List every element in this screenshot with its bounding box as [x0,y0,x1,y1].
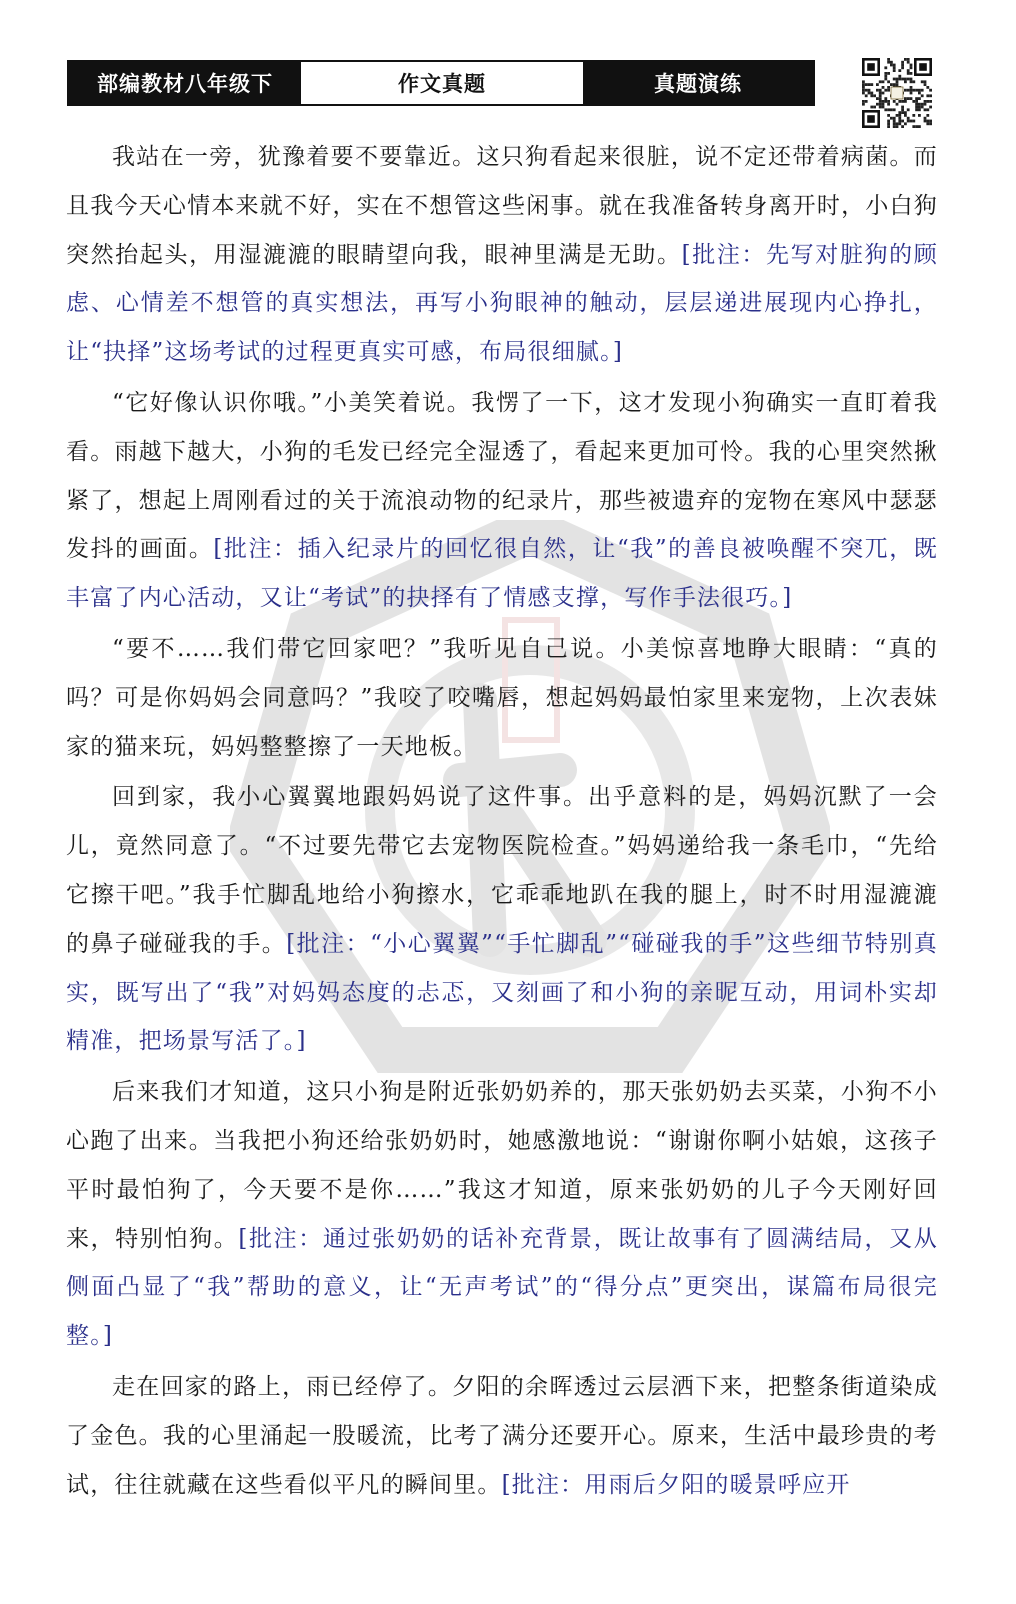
paragraph-text: “它好像认识你哦。”小美笑着说。我愣了一下，这才发现小狗确实一直盯着我看。雨越下越大，小狗的毛发已经完全湿透了，看起来更加可怜。我的心里突然揪紧了，想起上周刚看过的关于流浪动物的纪录片，那些被遗弃的宠物在寒风中瑟瑟发抖的画面。 [66,389,938,563]
essay-paragraph [66,133,938,377]
paragraph-text: “要不……我们带它回家吧？”我听见自己说。小美惊喜地睁大眼睛：“真的吗？可是你妈妈会同意吗？”我咬了咬嘴唇，想起妈妈最怕家里来宠物，上次表妹家的猫来玩，妈妈整整擦了一天地板。 [66,635,938,760]
annotation-note: [批注：用雨后夕阳的暖景呼应开 [501,1471,851,1498]
essay-paragraph [66,625,938,771]
paragraph-text: 后来我们才知道，这只小狗是附近张奶奶养的，那天张奶奶去买菜，小狗不小心跑了出来。当我把小狗还给张奶奶时，她感激地说：“谢谢你啊小姑娘，这孩子平时最怕狗了，今天要不是你……”我这才知道，原来张奶奶的儿子今天刚好回来，特别怕狗。 [66,1079,938,1252]
annotation-note: [批注：插入纪录片的回忆很自然，让“我”的善良被唤醒不突兀，既丰富了内心活动，又让“考试”的抉择有了情感支撑，写作手法很巧。] [66,536,938,612]
essay-paragraph [66,379,938,623]
header-bar [67,60,815,106]
essay-paragraph [66,1068,938,1361]
header-practice-label: 真题演练 [583,62,813,104]
header-section-title: 作文真题 [301,62,583,104]
essay-body [66,133,938,1511]
header-grade-label: 部编教材八年级下 [69,62,301,104]
annotation-note: [批注：通过张奶奶的话补充背景，既让故事有了圆满结局，又从侧面凸显了“我”帮助的意义，让“无声考试”的“得分点”更突出，谋篇布局很完整。] [66,1225,938,1350]
paragraph-text: 我站在一旁，犹豫着要不要靠近。这只狗看起来很脏，说不定还带着病菌。而且我今天心情本来就不好，实在不想管这些闲事。就在我准备转身离开时，小白狗突然抬起头，用湿漉漉的眼睛望向我，眼神里满是无助。 [66,144,938,268]
essay-paragraph [66,1363,938,1509]
paragraph-text: 回到家，我小心翼翼地跟妈妈说了这件事。出乎意料的是，妈妈沉默了一会儿，竟然同意了。“不过要先带它去宠物医院检查。”妈妈递给我一条毛巾，“先给它擦干吧。”我手忙脚乱地给小狗擦水，它乖乖地趴在我的腿上，时不时用湿漉漉的鼻子碰碰我的手。 [66,784,938,957]
essay-paragraph [66,773,938,1066]
annotation-note: [批注：先写对脏狗的顾虑、心情差不想管的真实想法，再写小狗眼神的触动，层层递进展现内心挣扎，让“抉择”这场考试的过程更真实可感，布局很细腻。] [66,241,938,366]
annotation-note: [批注：“小心翼翼”“手忙脚乱”“碰碰我的手”这些细节特别真实，既写出了“我”对妈妈态度的忐忑，又刻画了和小狗的亲昵互动，用词朴实却精准，把场景写活了。] [66,930,938,1055]
paragraph-text: 走在回家的路上，雨已经停了。夕阳的余晖透过云层洒下来，把整条街道染成了金色。我的心里涌起一股暖流，比考了满分还要开心。原来，生活中最珍贵的考试，往往就藏在这些看似平凡的瞬间里。 [66,1373,938,1498]
qr-code-icon [862,58,932,128]
